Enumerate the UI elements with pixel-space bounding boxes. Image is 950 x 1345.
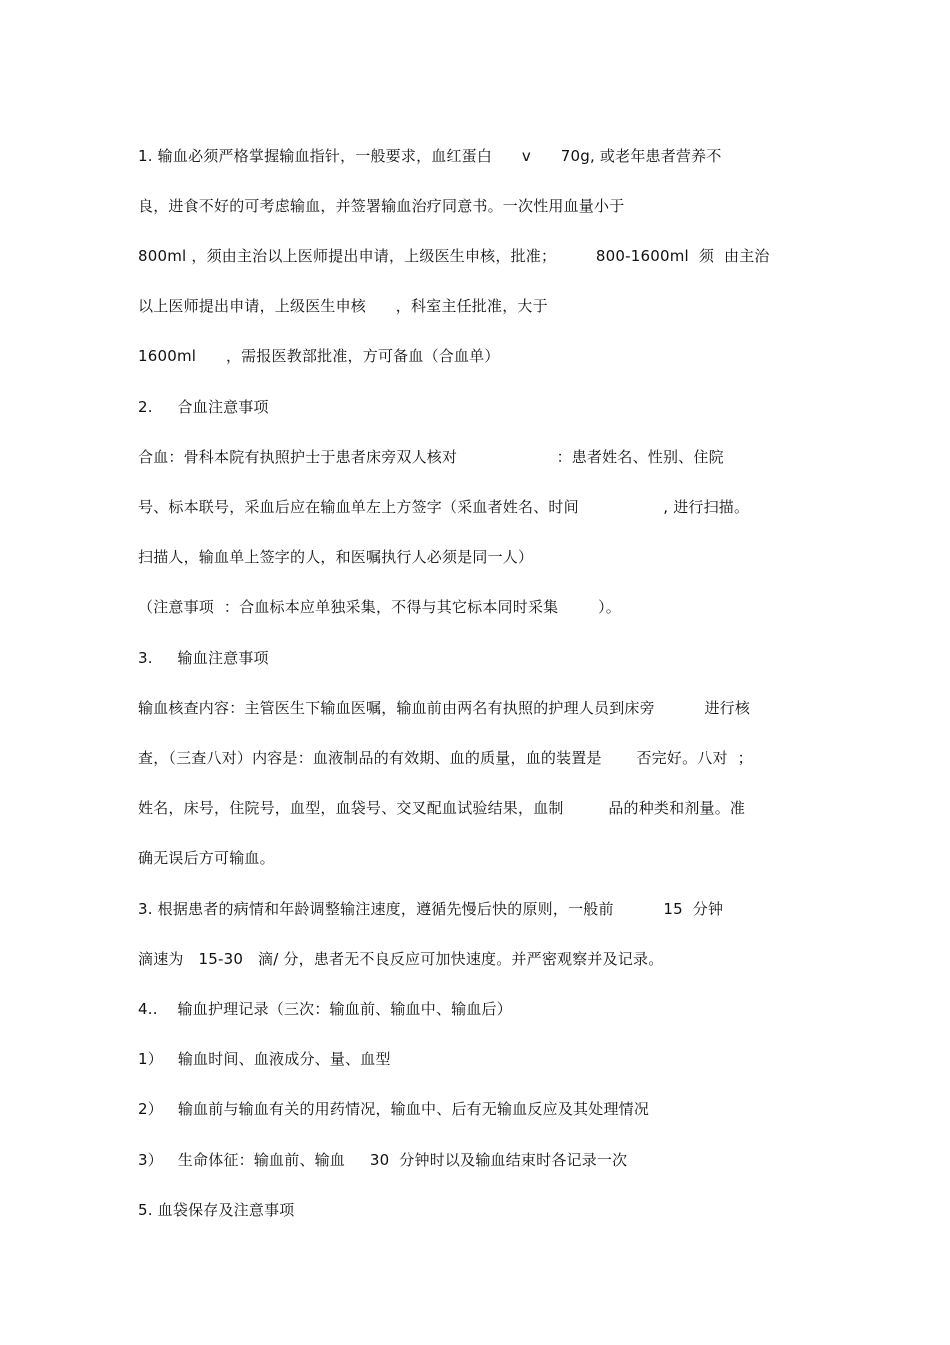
text-line: 号、标本联号，采血后应在输血单左上方签字（采血者姓名、时间 , 进行扫描。 [138,498,750,516]
text-line: 良，进食不好的可考虑输血，并签署输血治疗同意书。一次性用血量小于 [138,197,625,215]
text-line: 扫描人，输血单上签字的人，和医嘱执行人必须是同一人） [138,548,534,566]
section-heading: 2. 合血注意事项 [138,398,269,416]
list-item: 1） 输血时间、血液成分、量、血型 [138,1050,391,1068]
text-line: 查，（三查八对）内容是：血液制品的有效期、血的质量，血的装置是 否完好。八对 ； [138,749,753,767]
list-item: 2） 输血前与输血有关的用药情况，输血中、后有无输血反应及其处理情况 [138,1100,650,1118]
text-line: （注意事项 ：合血标本应单独采集，不得与其它标本同时采集 ）。 [138,598,621,616]
text-line: 3. 根据患者的病情和年龄调整输注速度，遵循先慢后快的原则，一般前 15 分钟 [138,900,724,918]
section-heading: 4.. 输血护理记录（三次：输血前、输血中、输血后） [138,1000,512,1018]
list-item: 3） 生命体征：输血前、输血 30 分钟时以及输血结束时各记录一次 [138,1151,628,1169]
text-line: 滴速为 15-30 滴/ 分，患者无不良反应可加快速度。并严密观察并及记录。 [138,950,664,968]
section-heading: 3. 输血注意事项 [138,649,269,667]
section-heading: 5. 血袋保存及注意事项 [138,1201,295,1219]
text-line: 800ml ，须由主治以上医师提出申请，上级医生申核，批准； 800-1600ml 须 由主治 [138,247,770,265]
text-line: 1600ml ，需报医教部批准，方可备血（合血单） [138,347,500,365]
text-line: 以上医师提出申请，上级医生申核 ，科室主任批准，大于 [138,297,548,315]
text-line: 输血核查内容：主管医生下输血医嘱，输血前由两名有执照的护理人员到床旁 进行核 [138,699,751,717]
text-line: 确无误后方可输血。 [138,849,275,867]
text-line: 合血：骨科本院有执照护士于患者床旁双人核对 ：患者姓名、性别、住院 [138,448,724,466]
text-line: 1. 输血必须严格掌握输血指针，一般要求，血红蛋白 v 70g, 或老年患者营养不 [138,147,722,165]
text-line: 姓名，床号，住院号，血型，血袋号、交叉配血试验结果，血制 品的种类和剂量。准 [138,799,746,817]
